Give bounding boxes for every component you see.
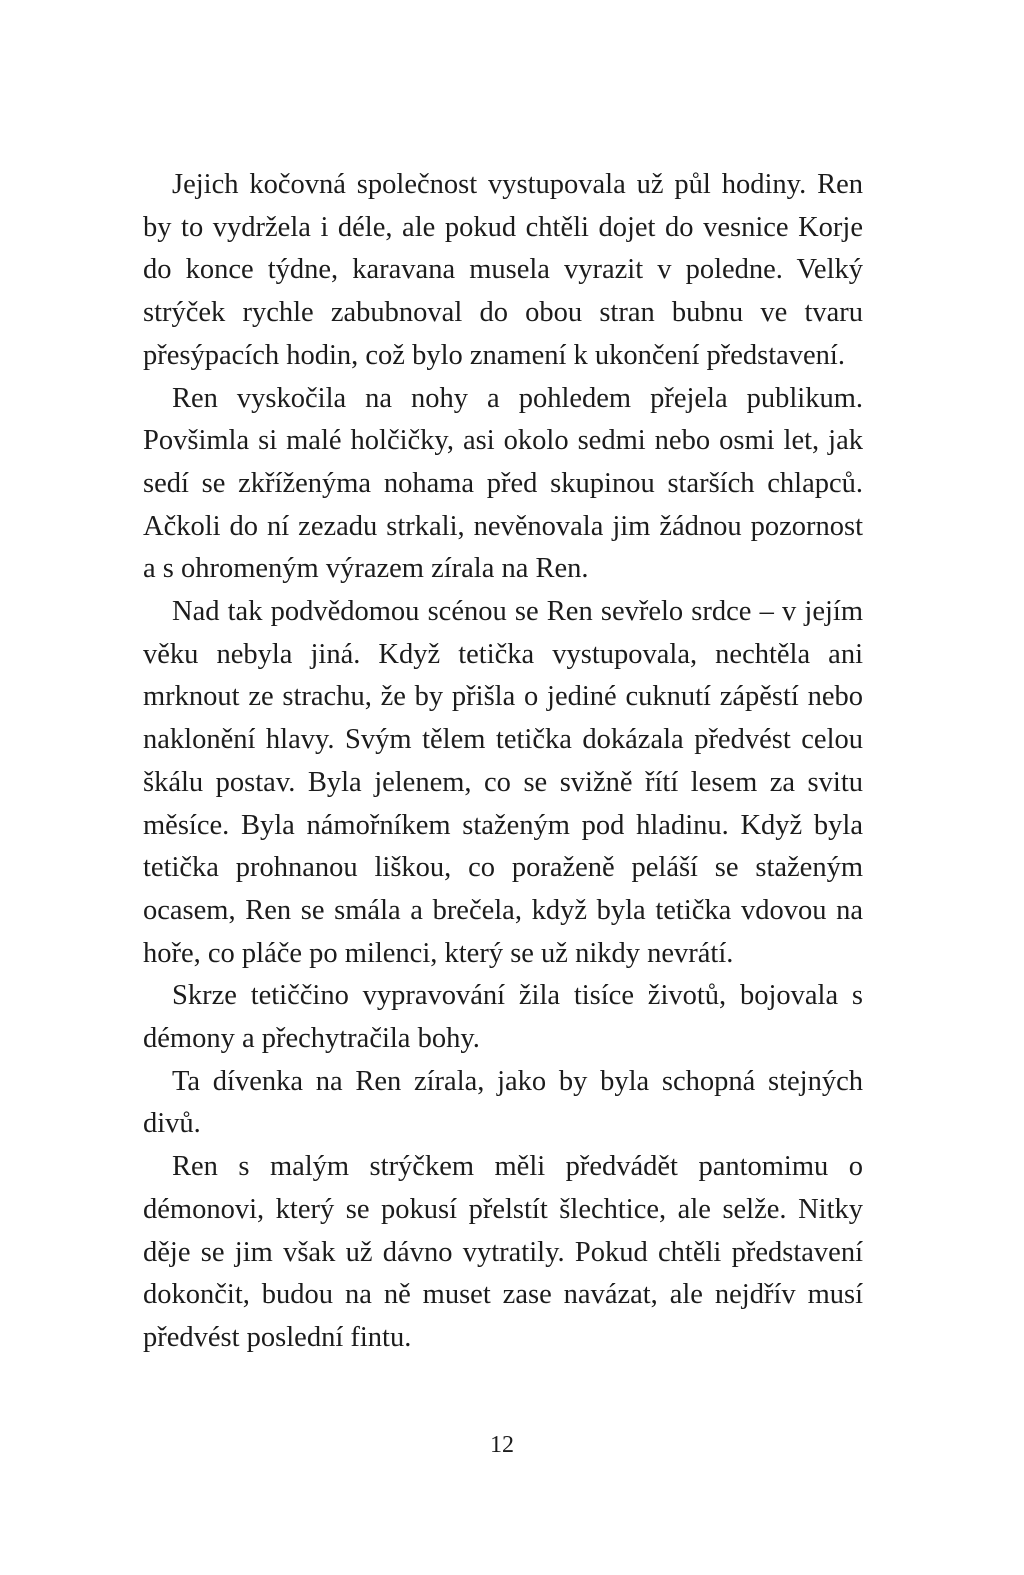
paragraph-3: Nad tak podvědomou scénou se Ren sevřelo srdce – v jejím věku nebyla jiná. Když tetička vystupovala, nechtěla ani mrknout ze strachu, že by přišla o jediné cuknutí zápěstí nebo naklonění hlavy. Svým tělem tetička dokázala předvést celou škálu postav. Byla jelenem, co se svižně řítí lesem za svitu měsíce. Byla námořníkem staženým pod hladinu. Když byla tetička prohnanou liškou, co poraženě peláší se staženým ocasem, Ren se smála a brečela, když byla tetička vdovou na hoře, co pláče po milenci, který se už nikdy nevrátí. bbox=[143, 596, 863, 969]
paragraph-4: Skrze tetiččino vypravování žila tisíce životů, bojovala s démony a přechytračila bohy. bbox=[143, 980, 863, 1055]
page-number: 12 bbox=[490, 1432, 514, 1458]
paragraph-1: Jejich kočovná společnost vystupovala už půl hodiny. Ren by to vydržela i déle, ale pokud chtěli dojet do vesnice Korje do konce týdne, karavana musela vyrazit v poledne. Velký strýček rychle zabubnoval do obou stran bubnu ve tvaru přesýpacích hodin, což bylo znamení k ukončení představení. bbox=[143, 169, 863, 371]
paragraph-2: Ren vyskočila na nohy a pohledem přejela publikum. Povšimla si malé holčičky, asi okolo sedmi nebo osmi let, jak sedí se zkříženýma nohama před skupinou starších chlapců. Ačkoli do ní zezadu strkali, nevěnovala jim žádnou pozornost a s ohromeným výrazem zírala na Ren. bbox=[143, 382, 863, 585]
paragraph-6: Ren s malým strýčkem měli předvádět pantomimu o démonovi, který se pokusí přelstít šlechtice, ale selže. Nitky děje se jim však už dávno vytratily. Pokud chtěli představení dokončit, budou na ně muset zase navázat, ale nejdřív musí předvést poslední fintu. bbox=[143, 1151, 863, 1353]
body-text bbox=[143, 164, 863, 1360]
paragraph-5: Ta dívenka na Ren zírala, jako by byla schopná stejných divů. bbox=[143, 1065, 863, 1140]
